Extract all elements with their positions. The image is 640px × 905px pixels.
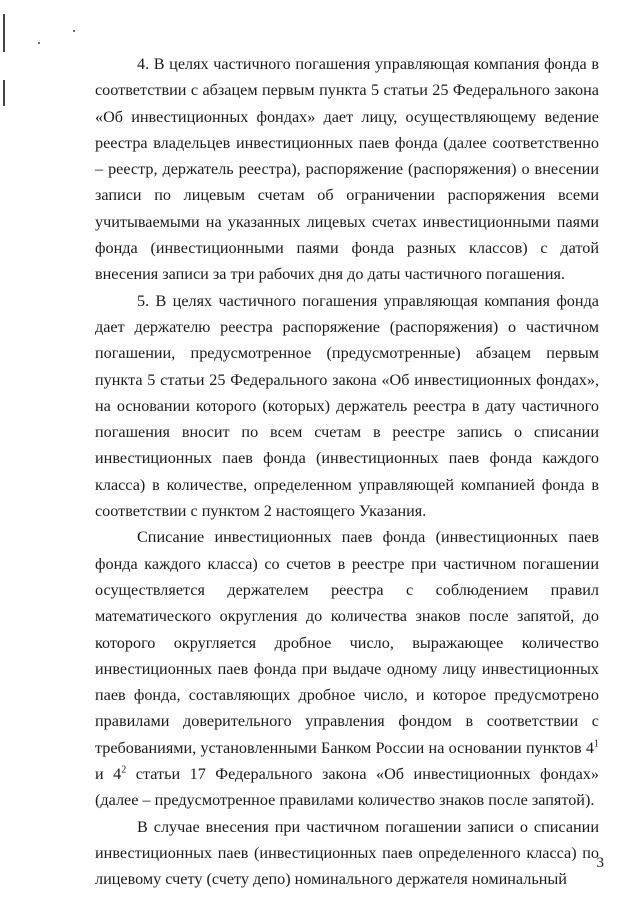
paragraph-write-off-text: Списание инвестиционных паев фонда (инвестиционных паев фонда каждого класса) со счетов в реестре при частичном погашении осуществляется держателем реестра с соблюдением правил математического округления до количества знаков после запятой, до которого округляется дробное число, выражающее количество инвестиционных паев фонда при выдаче одному лицу инвестиционных паев фонда, составляющих дробное число, и которое предусмотрено правилами доверительного управления фондом в соответствии с требованиями, установленными Банком России на основании пунктов 4	[95, 528, 599, 757]
scan-edge-mark	[3, 80, 5, 106]
paragraph-4: 4. В целях частичного погашения управляющая компания фонда в соответствии с абзацем первым пункта 5 статьи 25 Федерального закона «Об инвестиционных фондах» дает лицу, осуществляющему ведение реестра владельцев инвестиционных паев фонда (далее соответственно – реестр, держатель реестра), распоряжение (распоряжения) о внесении записи по лицевым счетам об ограничении распоряжения всеми учитываемыми на указанных лицевых счетах инвестиционными паями фонда (инвестиционными паями фонда разных классов) с датой внесения записи за три рабочих дня до даты частичного погашения.	[95, 55, 599, 284]
superscript: 2	[121, 764, 127, 776]
scan-speck	[38, 42, 40, 44]
page-number: 3	[596, 855, 604, 871]
scan-speck	[73, 30, 75, 32]
paragraph-write-off-text: статьи 17 Федерального закона «Об инвестиционных фондах» (далее – предусмотренное правилами количество знаков после запятой).	[95, 765, 599, 810]
paragraph-5: 5. В целях частичного погашения управляющая компания фонда дает держателю реестра распоряжение (распоряжения) о частичном погашении, предусмотренное (предусмотренные) абзацем первым пункта 5 статьи 25 Федерального закона «Об инвестиционных фондах», на основании которого (которых) держатель реестра в дату частичного погашения вносит по всем счетам в реестре запись о списании инвестиционных паев фонда (инвестиционных паев фонда каждого класса) в количестве, определенном управляющей компанией фонда в соответствии с пунктом 2 настоящего Указания.	[95, 291, 599, 521]
paragraph-write-off	[95, 524, 599, 813]
paragraph-write-off-text: и 4	[95, 765, 122, 784]
paragraph-nominee: В случае внесения при частичном погашении записи о списании инвестиционных паев (инвестиционных паев определенного класса) по лицевому счету (счету депо) номинального держателя номинальный	[95, 817, 599, 889]
scan-edge-mark	[3, 14, 5, 52]
document-body	[95, 51, 599, 893]
superscript: 1	[594, 738, 599, 750]
